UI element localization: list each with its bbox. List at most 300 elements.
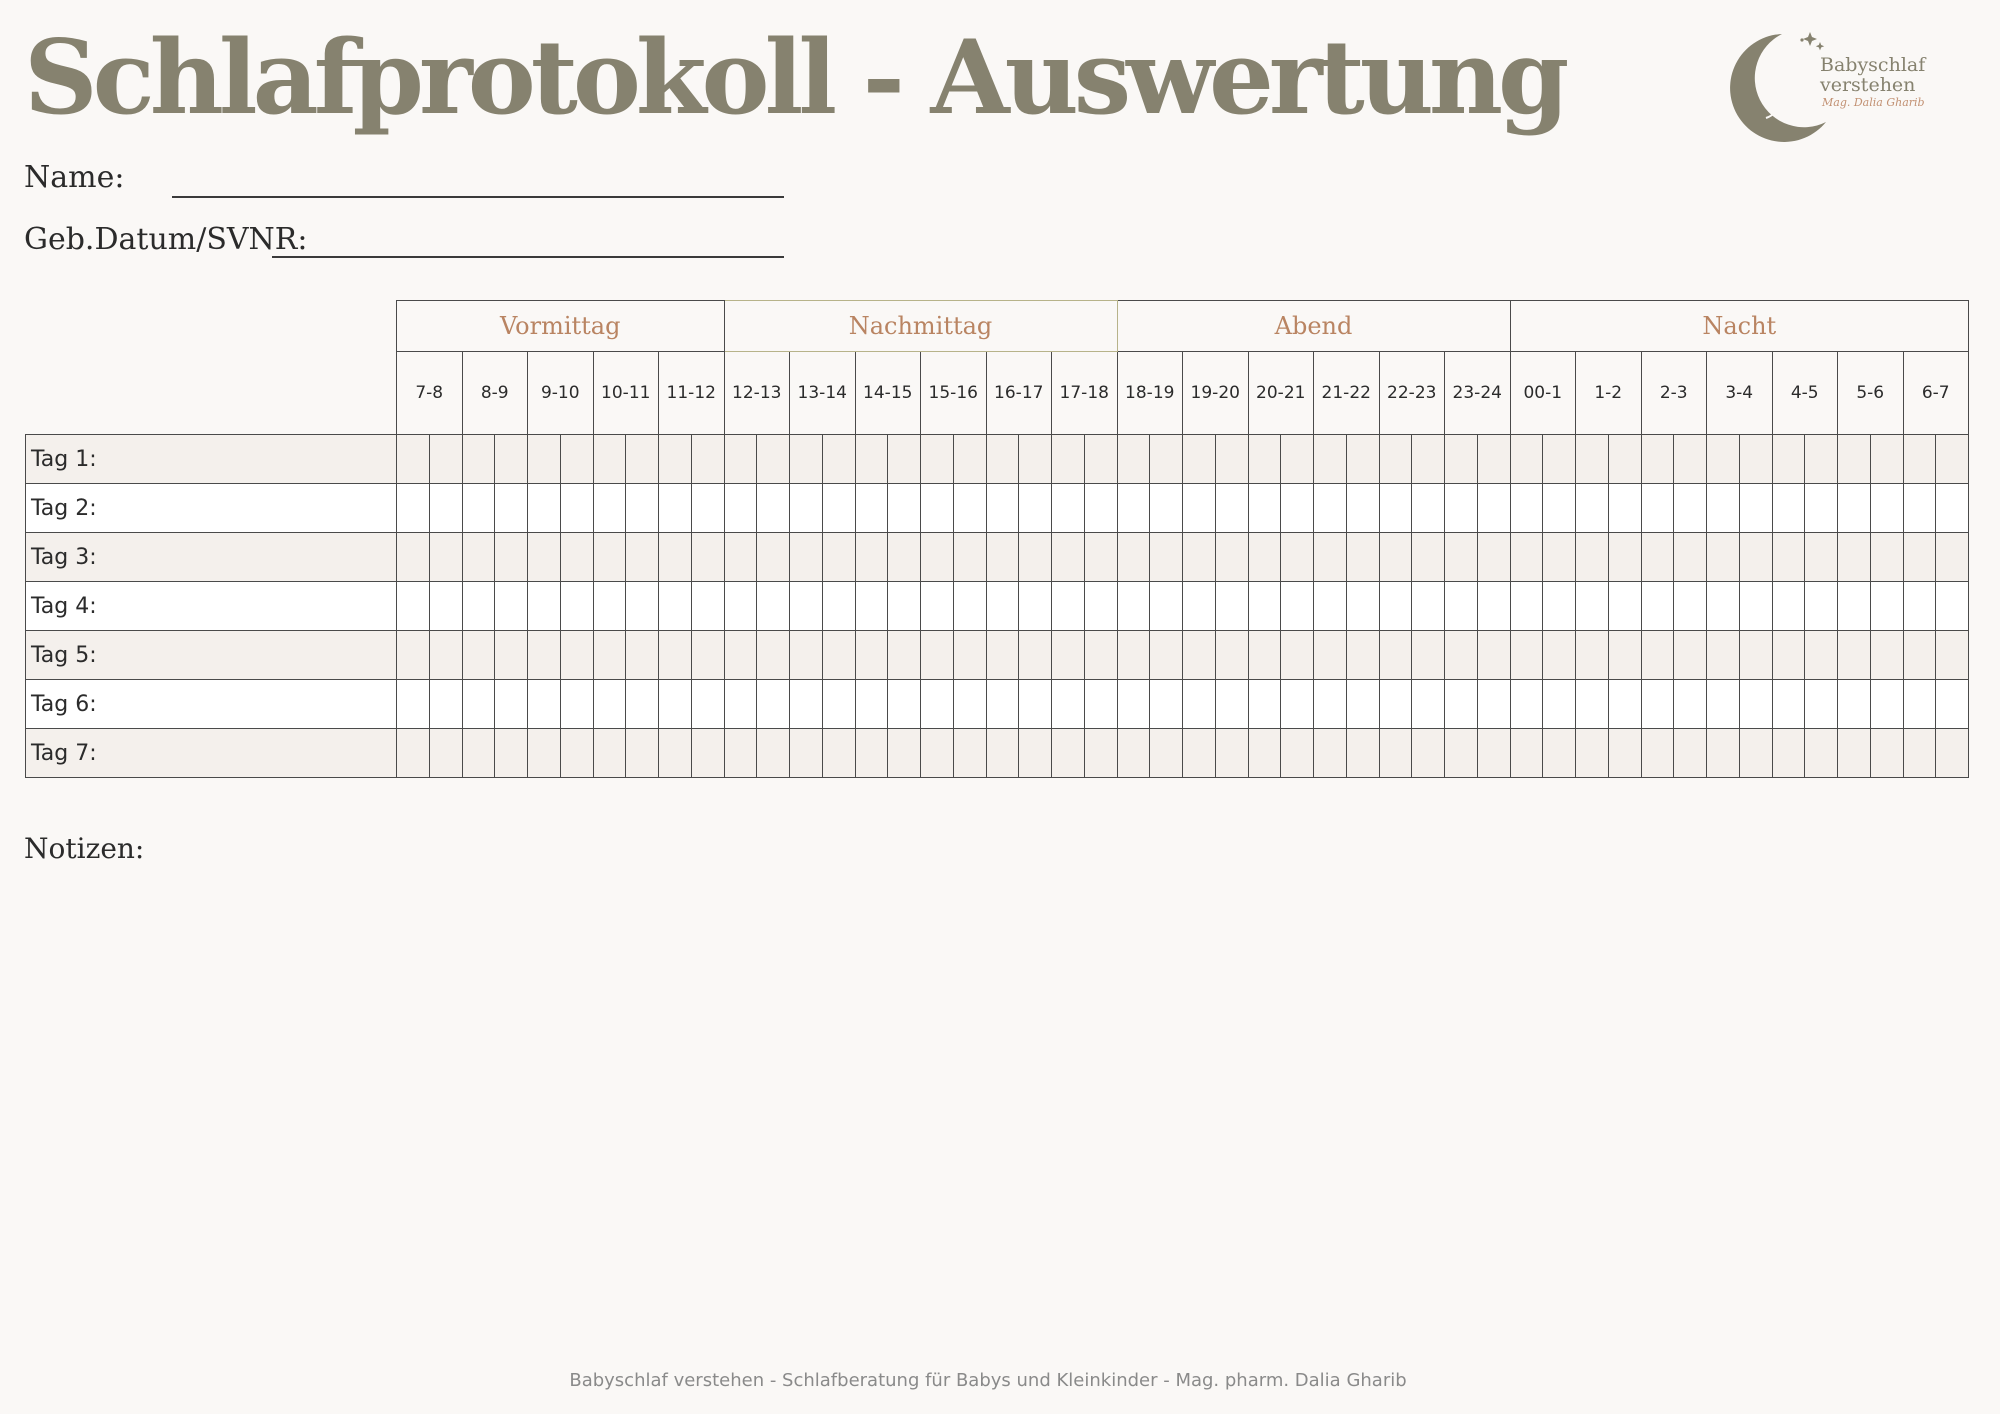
sleep-cell[interactable] [659,435,692,484]
sleep-cell[interactable] [855,729,888,778]
sleep-cell[interactable] [429,582,462,631]
sleep-cell[interactable] [1772,680,1805,729]
sleep-cell[interactable] [1215,435,1248,484]
sleep-cell[interactable] [593,631,626,680]
sleep-cell[interactable] [429,533,462,582]
dob-field[interactable] [272,256,784,258]
sleep-cell[interactable] [1183,435,1216,484]
sleep-cell[interactable] [1215,582,1248,631]
sleep-cell[interactable] [1739,435,1772,484]
sleep-cell[interactable] [1117,631,1150,680]
sleep-cell[interactable] [560,680,593,729]
sleep-cell[interactable] [1215,680,1248,729]
sleep-cell[interactable] [1903,729,1936,778]
sleep-cell[interactable] [1739,484,1772,533]
sleep-cell[interactable] [1117,729,1150,778]
sleep-cell[interactable] [1936,484,1969,533]
sleep-cell[interactable] [659,680,692,729]
sleep-cell[interactable] [1543,631,1576,680]
sleep-cell[interactable] [1150,435,1183,484]
sleep-cell[interactable] [462,582,495,631]
sleep-cell[interactable] [1674,435,1707,484]
sleep-cell[interactable] [888,729,921,778]
sleep-cell[interactable] [528,680,561,729]
sleep-cell[interactable] [1641,631,1674,680]
sleep-cell[interactable] [495,582,528,631]
sleep-cell[interactable] [888,435,921,484]
sleep-cell[interactable] [528,484,561,533]
sleep-cell[interactable] [724,435,757,484]
sleep-cell[interactable] [1379,484,1412,533]
sleep-cell[interactable] [1608,680,1641,729]
sleep-cell[interactable] [1281,729,1314,778]
sleep-cell[interactable] [1117,680,1150,729]
sleep-cell[interactable] [724,533,757,582]
sleep-cell[interactable] [790,680,823,729]
sleep-cell[interactable] [1346,435,1379,484]
sleep-cell[interactable] [1346,533,1379,582]
sleep-cell[interactable] [855,435,888,484]
sleep-cell[interactable] [1281,435,1314,484]
sleep-cell[interactable] [1576,582,1609,631]
sleep-cell[interactable] [593,729,626,778]
sleep-cell[interactable] [1510,435,1543,484]
sleep-cell[interactable] [1412,631,1445,680]
sleep-cell[interactable] [1936,533,1969,582]
sleep-cell[interactable] [626,582,659,631]
sleep-cell[interactable] [1641,582,1674,631]
sleep-cell[interactable] [986,484,1019,533]
sleep-cell[interactable] [1183,533,1216,582]
sleep-cell[interactable] [560,729,593,778]
sleep-cell[interactable] [1052,435,1085,484]
sleep-cell[interactable] [1936,631,1969,680]
sleep-cell[interactable] [1707,729,1740,778]
sleep-cell[interactable] [429,435,462,484]
sleep-cell[interactable] [1543,582,1576,631]
sleep-cell[interactable] [1346,631,1379,680]
sleep-cell[interactable] [593,435,626,484]
sleep-cell[interactable] [986,435,1019,484]
sleep-cell[interactable] [1903,680,1936,729]
sleep-cell[interactable] [1707,631,1740,680]
sleep-cell[interactable] [1215,631,1248,680]
sleep-cell[interactable] [1608,631,1641,680]
sleep-cell[interactable] [1510,484,1543,533]
sleep-cell[interactable] [1707,582,1740,631]
sleep-cell[interactable] [1936,582,1969,631]
sleep-cell[interactable] [1838,680,1871,729]
sleep-cell[interactable] [986,631,1019,680]
sleep-cell[interactable] [1543,435,1576,484]
sleep-cell[interactable] [1870,582,1903,631]
sleep-cell[interactable] [822,435,855,484]
sleep-cell[interactable] [1412,435,1445,484]
sleep-cell[interactable] [528,729,561,778]
sleep-cell[interactable] [855,582,888,631]
sleep-cell[interactable] [1543,533,1576,582]
sleep-cell[interactable] [790,729,823,778]
sleep-cell[interactable] [1281,582,1314,631]
sleep-cell[interactable] [1150,533,1183,582]
sleep-cell[interactable] [1019,435,1052,484]
sleep-cell[interactable] [1641,729,1674,778]
sleep-cell[interactable] [1019,484,1052,533]
sleep-cell[interactable] [1674,729,1707,778]
sleep-cell[interactable] [1543,680,1576,729]
sleep-cell[interactable] [1019,729,1052,778]
sleep-cell[interactable] [1314,533,1347,582]
sleep-cell[interactable] [1870,533,1903,582]
sleep-cell[interactable] [724,484,757,533]
sleep-cell[interactable] [1445,484,1478,533]
sleep-cell[interactable] [1019,582,1052,631]
sleep-cell[interactable] [1805,680,1838,729]
sleep-cell[interactable] [953,680,986,729]
sleep-cell[interactable] [1477,582,1510,631]
sleep-cell[interactable] [1379,435,1412,484]
sleep-cell[interactable] [1445,729,1478,778]
sleep-cell[interactable] [1019,533,1052,582]
sleep-cell[interactable] [1117,484,1150,533]
sleep-cell[interactable] [1346,680,1379,729]
sleep-cell[interactable] [1346,484,1379,533]
sleep-cell[interactable] [1215,533,1248,582]
sleep-cell[interactable] [1314,582,1347,631]
sleep-cell[interactable] [1674,533,1707,582]
sleep-cell[interactable] [1412,680,1445,729]
sleep-cell[interactable] [1870,435,1903,484]
sleep-cell[interactable] [1379,582,1412,631]
sleep-cell[interactable] [1838,631,1871,680]
sleep-cell[interactable] [822,729,855,778]
sleep-cell[interactable] [888,484,921,533]
sleep-cell[interactable] [495,484,528,533]
sleep-cell[interactable] [1052,631,1085,680]
sleep-cell[interactable] [1379,533,1412,582]
sleep-cell[interactable] [1477,435,1510,484]
sleep-cell[interactable] [560,533,593,582]
sleep-cell[interactable] [1248,435,1281,484]
sleep-cell[interactable] [397,484,430,533]
sleep-cell[interactable] [593,680,626,729]
sleep-cell[interactable] [757,533,790,582]
sleep-cell[interactable] [1150,680,1183,729]
sleep-cell[interactable] [1707,484,1740,533]
sleep-cell[interactable] [1150,582,1183,631]
sleep-cell[interactable] [495,631,528,680]
sleep-cell[interactable] [1936,680,1969,729]
sleep-cell[interactable] [724,582,757,631]
sleep-cell[interactable] [1870,729,1903,778]
sleep-cell[interactable] [1870,680,1903,729]
sleep-cell[interactable] [790,435,823,484]
sleep-cell[interactable] [462,631,495,680]
sleep-cell[interactable] [1412,729,1445,778]
sleep-cell[interactable] [1052,729,1085,778]
sleep-cell[interactable] [1641,435,1674,484]
sleep-cell[interactable] [822,484,855,533]
sleep-cell[interactable] [528,435,561,484]
sleep-cell[interactable] [953,582,986,631]
sleep-cell[interactable] [822,582,855,631]
sleep-cell[interactable] [1805,435,1838,484]
sleep-cell[interactable] [888,631,921,680]
sleep-cell[interactable] [659,729,692,778]
sleep-cell[interactable] [1739,533,1772,582]
sleep-cell[interactable] [1117,435,1150,484]
sleep-cell[interactable] [462,435,495,484]
sleep-cell[interactable] [528,631,561,680]
sleep-cell[interactable] [1772,435,1805,484]
sleep-cell[interactable] [1510,680,1543,729]
sleep-cell[interactable] [1870,631,1903,680]
sleep-cell[interactable] [1150,484,1183,533]
sleep-cell[interactable] [1052,533,1085,582]
sleep-cell[interactable] [1084,729,1117,778]
sleep-cell[interactable] [1510,582,1543,631]
sleep-cell[interactable] [1576,435,1609,484]
sleep-cell[interactable] [560,631,593,680]
sleep-cell[interactable] [1772,533,1805,582]
sleep-cell[interactable] [1412,582,1445,631]
sleep-cell[interactable] [1838,729,1871,778]
sleep-cell[interactable] [1183,484,1216,533]
sleep-cell[interactable] [757,729,790,778]
sleep-cell[interactable] [397,680,430,729]
sleep-cell[interactable] [1248,729,1281,778]
sleep-cell[interactable] [495,435,528,484]
sleep-cell[interactable] [1739,680,1772,729]
sleep-cell[interactable] [921,680,954,729]
sleep-cell[interactable] [822,533,855,582]
sleep-cell[interactable] [822,631,855,680]
sleep-cell[interactable] [429,729,462,778]
sleep-cell[interactable] [1772,729,1805,778]
sleep-cell[interactable] [1576,533,1609,582]
sleep-cell[interactable] [1084,680,1117,729]
sleep-cell[interactable] [921,533,954,582]
sleep-cell[interactable] [626,484,659,533]
sleep-cell[interactable] [1903,435,1936,484]
sleep-cell[interactable] [757,680,790,729]
sleep-cell[interactable] [1346,582,1379,631]
sleep-cell[interactable] [1314,729,1347,778]
sleep-cell[interactable] [1838,582,1871,631]
sleep-cell[interactable] [757,435,790,484]
sleep-cell[interactable] [822,680,855,729]
sleep-cell[interactable] [1183,582,1216,631]
sleep-cell[interactable] [855,533,888,582]
sleep-cell[interactable] [691,680,724,729]
sleep-cell[interactable] [1150,729,1183,778]
sleep-cell[interactable] [1608,729,1641,778]
sleep-cell[interactable] [1183,729,1216,778]
sleep-cell[interactable] [691,533,724,582]
sleep-cell[interactable] [1543,729,1576,778]
sleep-cell[interactable] [626,435,659,484]
sleep-cell[interactable] [790,533,823,582]
sleep-cell[interactable] [495,729,528,778]
sleep-cell[interactable] [397,435,430,484]
sleep-cell[interactable] [495,533,528,582]
sleep-cell[interactable] [1576,631,1609,680]
sleep-cell[interactable] [1183,680,1216,729]
sleep-cell[interactable] [1052,582,1085,631]
sleep-cell[interactable] [1248,680,1281,729]
sleep-cell[interactable] [1936,729,1969,778]
sleep-cell[interactable] [1805,729,1838,778]
sleep-cell[interactable] [1772,631,1805,680]
sleep-cell[interactable] [1084,631,1117,680]
sleep-cell[interactable] [986,582,1019,631]
sleep-cell[interactable] [1084,484,1117,533]
sleep-cell[interactable] [1805,582,1838,631]
sleep-cell[interactable] [953,533,986,582]
sleep-cell[interactable] [528,582,561,631]
sleep-cell[interactable] [1739,631,1772,680]
sleep-cell[interactable] [691,582,724,631]
sleep-cell[interactable] [462,533,495,582]
sleep-cell[interactable] [1805,631,1838,680]
sleep-cell[interactable] [1707,435,1740,484]
sleep-cell[interactable] [1903,533,1936,582]
sleep-cell[interactable] [1838,484,1871,533]
sleep-cell[interactable] [1772,484,1805,533]
sleep-cell[interactable] [1903,484,1936,533]
sleep-cell[interactable] [921,582,954,631]
sleep-cell[interactable] [921,631,954,680]
sleep-cell[interactable] [1477,631,1510,680]
sleep-cell[interactable] [1215,484,1248,533]
sleep-cell[interactable] [429,631,462,680]
sleep-cell[interactable] [953,631,986,680]
sleep-cell[interactable] [790,631,823,680]
sleep-cell[interactable] [953,729,986,778]
sleep-cell[interactable] [1805,484,1838,533]
sleep-cell[interactable] [1674,484,1707,533]
sleep-cell[interactable] [724,729,757,778]
sleep-cell[interactable] [1248,533,1281,582]
sleep-cell[interactable] [1641,484,1674,533]
sleep-cell[interactable] [790,582,823,631]
sleep-cell[interactable] [1576,484,1609,533]
sleep-cell[interactable] [1281,484,1314,533]
sleep-cell[interactable] [1379,729,1412,778]
sleep-cell[interactable] [921,729,954,778]
sleep-cell[interactable] [560,435,593,484]
sleep-cell[interactable] [528,533,561,582]
sleep-cell[interactable] [1707,680,1740,729]
sleep-cell[interactable] [1314,631,1347,680]
sleep-cell[interactable] [1248,484,1281,533]
sleep-cell[interactable] [1084,435,1117,484]
sleep-cell[interactable] [1379,680,1412,729]
sleep-cell[interactable] [1117,582,1150,631]
sleep-cell[interactable] [659,582,692,631]
sleep-cell[interactable] [1248,582,1281,631]
sleep-cell[interactable] [1183,631,1216,680]
sleep-cell[interactable] [921,435,954,484]
sleep-cell[interactable] [724,631,757,680]
sleep-cell[interactable] [1477,729,1510,778]
sleep-cell[interactable] [1314,435,1347,484]
sleep-cell[interactable] [855,631,888,680]
sleep-cell[interactable] [1641,680,1674,729]
sleep-cell[interactable] [1445,533,1478,582]
sleep-cell[interactable] [1346,729,1379,778]
sleep-cell[interactable] [1510,729,1543,778]
sleep-cell[interactable] [1608,484,1641,533]
sleep-cell[interactable] [1215,729,1248,778]
sleep-cell[interactable] [462,729,495,778]
sleep-cell[interactable] [397,729,430,778]
sleep-cell[interactable] [1576,729,1609,778]
sleep-cell[interactable] [1772,582,1805,631]
sleep-cell[interactable] [429,680,462,729]
sleep-cell[interactable] [921,484,954,533]
sleep-cell[interactable] [1150,631,1183,680]
sleep-cell[interactable] [626,680,659,729]
sleep-cell[interactable] [1052,484,1085,533]
sleep-cell[interactable] [855,680,888,729]
sleep-cell[interactable] [659,631,692,680]
sleep-cell[interactable] [691,631,724,680]
sleep-cell[interactable] [1084,582,1117,631]
sleep-cell[interactable] [953,435,986,484]
sleep-cell[interactable] [429,484,462,533]
sleep-cell[interactable] [1248,631,1281,680]
sleep-cell[interactable] [1936,435,1969,484]
sleep-cell[interactable] [1510,533,1543,582]
sleep-cell[interactable] [1739,582,1772,631]
sleep-cell[interactable] [495,680,528,729]
sleep-cell[interactable] [1805,533,1838,582]
sleep-cell[interactable] [1608,582,1641,631]
sleep-cell[interactable] [1281,631,1314,680]
sleep-cell[interactable] [1445,631,1478,680]
sleep-cell[interactable] [1445,582,1478,631]
sleep-cell[interactable] [986,533,1019,582]
sleep-cell[interactable] [855,484,888,533]
sleep-cell[interactable] [1019,631,1052,680]
sleep-cell[interactable] [593,484,626,533]
sleep-cell[interactable] [691,435,724,484]
sleep-cell[interactable] [1674,680,1707,729]
sleep-cell[interactable] [1445,680,1478,729]
sleep-cell[interactable] [1314,680,1347,729]
sleep-cell[interactable] [986,680,1019,729]
sleep-cell[interactable] [691,729,724,778]
sleep-cell[interactable] [888,680,921,729]
sleep-cell[interactable] [560,582,593,631]
sleep-cell[interactable] [1477,484,1510,533]
sleep-cell[interactable] [397,631,430,680]
sleep-cell[interactable] [1608,435,1641,484]
sleep-cell[interactable] [462,680,495,729]
sleep-cell[interactable] [1707,533,1740,582]
sleep-cell[interactable] [1379,631,1412,680]
sleep-cell[interactable] [757,582,790,631]
sleep-cell[interactable] [986,729,1019,778]
sleep-cell[interactable] [626,631,659,680]
sleep-cell[interactable] [1838,533,1871,582]
sleep-cell[interactable] [1084,533,1117,582]
sleep-cell[interactable] [462,484,495,533]
sleep-cell[interactable] [1903,582,1936,631]
sleep-cell[interactable] [1019,680,1052,729]
sleep-cell[interactable] [626,533,659,582]
